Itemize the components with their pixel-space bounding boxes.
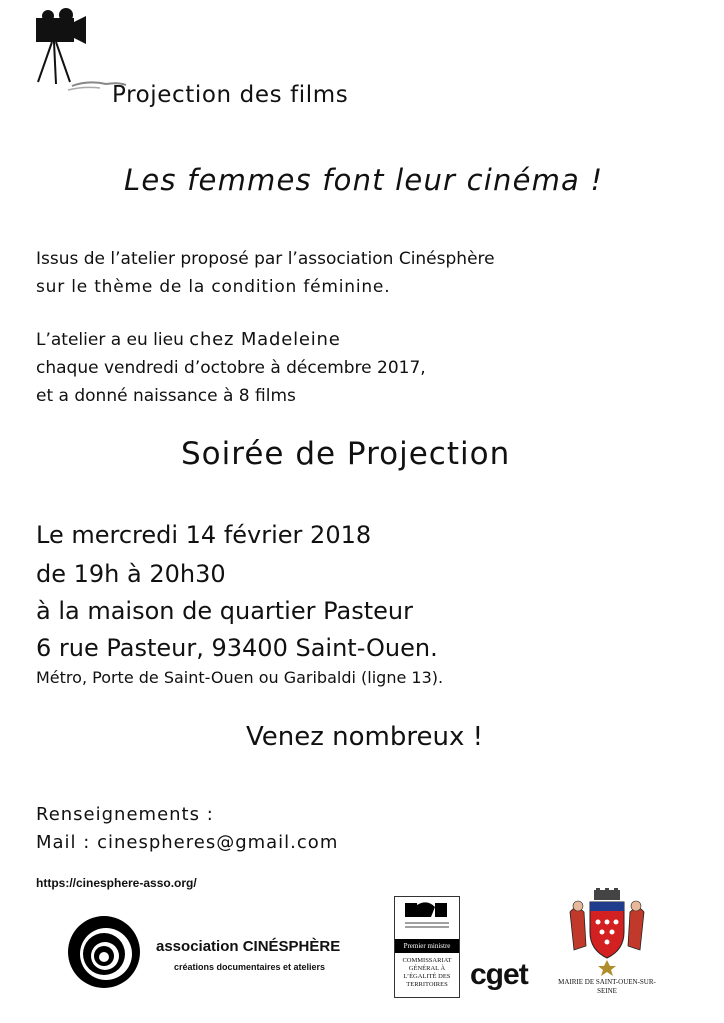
cget-logo: cget [470, 958, 528, 991]
intro-line-2: sur le thème de la condition féminine. [36, 277, 391, 297]
saint-ouen-coat-of-arms-icon [566, 888, 648, 978]
intro-line-3-prefix: L’atelier a eu lieu [36, 330, 190, 350]
assoc-logo-subtitle: créations documentaires et ateliers [174, 962, 326, 972]
call-to-action: Venez nombreux ! [246, 722, 484, 752]
premier-ministre-logo [394, 896, 460, 998]
contact-heading: Renseignements : [36, 804, 214, 825]
soiree-heading: Soirée de Projection [181, 436, 511, 472]
intro-line-5: et a donné naissance à 8 films [36, 386, 296, 406]
commissariat-text: COMMISSARIAT GÉNÉRAL À L’ÉGALITÉ DES TERRITOIRES [402, 957, 452, 988]
marianne-icon [395, 897, 459, 935]
premier-ministre-band: Premier ministre [395, 939, 459, 953]
event-title: Les femmes font leur cinéma ! [124, 163, 604, 197]
intro-line-1: Issus de l’atelier proposé par l’association Cinésphère [36, 249, 495, 269]
cinesphere-logo [66, 912, 144, 990]
event-date: Le mercredi 14 février 2018 [36, 521, 372, 549]
website-link[interactable]: https://cinesphere-asso.org/ [36, 876, 197, 890]
event-metro: Métro, Porte de Saint-Ouen ou Garibaldi (ligne 13). [36, 668, 444, 687]
event-venue: à la maison de quartier Pasteur [36, 597, 413, 625]
header-title: Projection des films [112, 82, 349, 108]
event-time: de 19h à 20h30 [36, 560, 226, 588]
event-address: 6 rue Pasteur, 93400 Saint-Ouen. [36, 634, 438, 662]
intro-line-4: chaque vendredi d’octobre à décembre 2017, [36, 358, 426, 378]
contact-mail[interactable]: Mail : cinespheres@gmail.com [36, 832, 339, 853]
assoc-logo-name: association CINÉSPHÈRE [156, 938, 341, 955]
intro-place: chez Madeleine [189, 329, 341, 350]
mairie-caption: MAIRIE DE SAINT-OUEN-SUR-SEINE [558, 978, 656, 995]
intro-line-3 [36, 329, 341, 350]
